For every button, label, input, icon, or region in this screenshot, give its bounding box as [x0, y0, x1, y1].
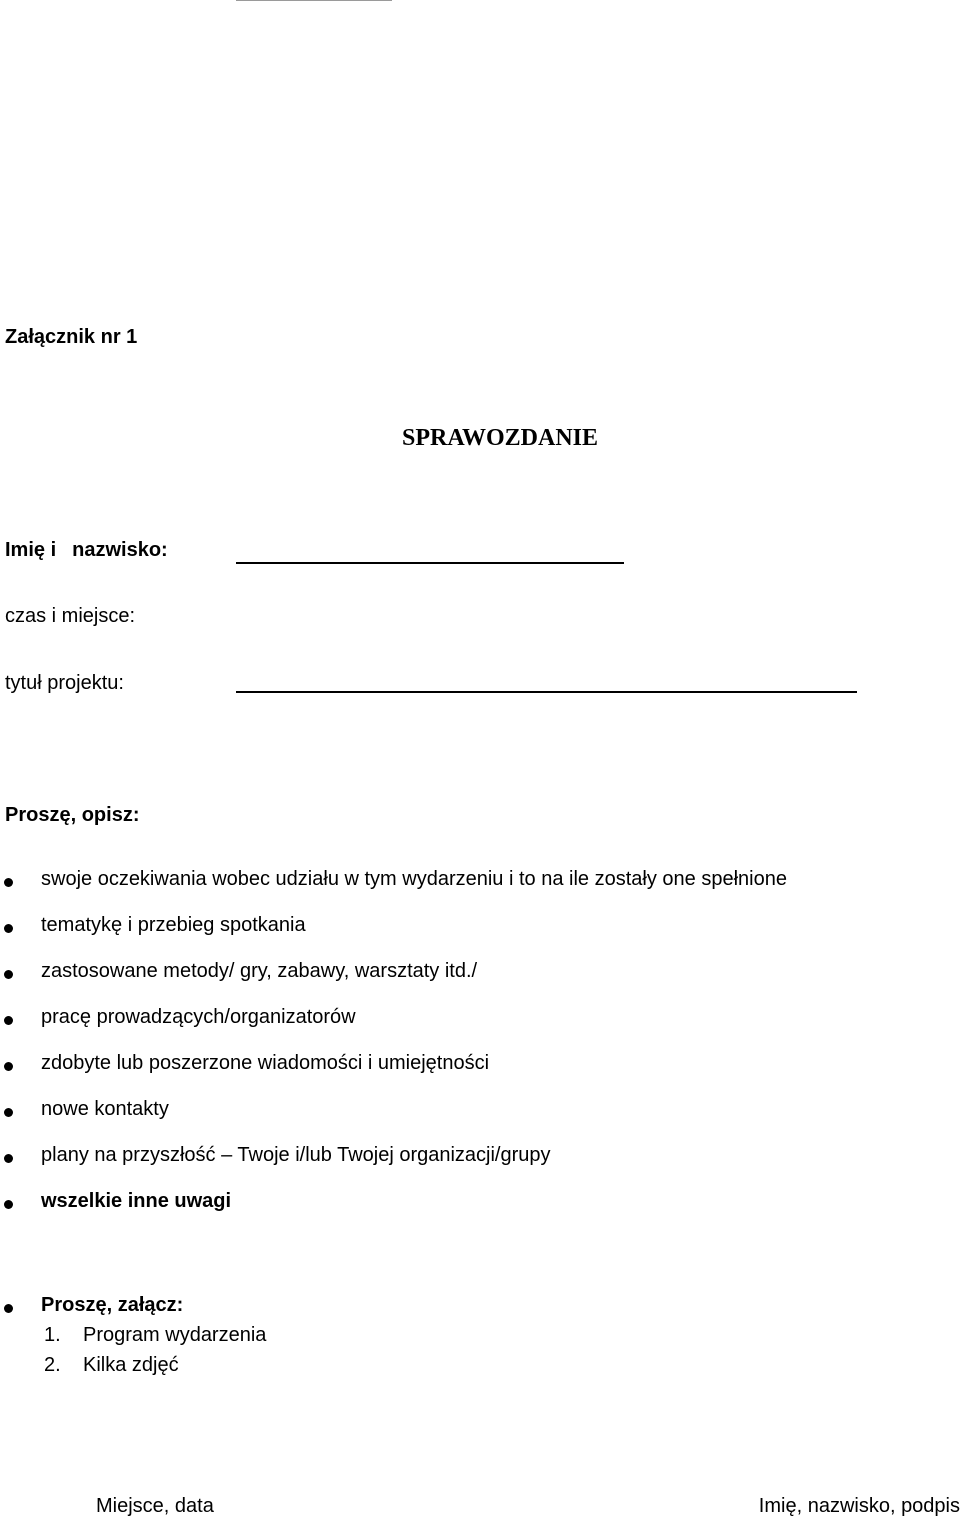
- describe-list: [0, 868, 960, 1236]
- list-item-text: plany na przyszłość – Twoje i/lub Twojej organizacji/grupy: [41, 1144, 551, 1166]
- attach-item-text: Kilka zdjęć: [83, 1354, 179, 1376]
- document-title: SPRAWOZDANIE: [401, 425, 599, 451]
- bullet-icon: [4, 1016, 13, 1025]
- list-item-text: zastosowane metody/ gry, zabawy, warsztaty itd./: [41, 960, 478, 982]
- name-label-part-2: nazwisko:: [72, 539, 168, 561]
- name-fill-line[interactable]: [236, 562, 624, 564]
- attach-item: [0, 1324, 960, 1354]
- time-place-label: czas i miejsce:: [5, 605, 136, 627]
- bullet-icon: [4, 1304, 13, 1313]
- name-label-part-1: Imię i: [5, 539, 57, 561]
- list-item-text: wszelkie inne uwagi: [41, 1190, 232, 1212]
- attach-item-number: 1.: [44, 1324, 61, 1346]
- list-item: [0, 868, 960, 914]
- list-item-text: swoje oczekiwania wobec udziału w tym wydarzeniu i to na ile zostały one spełnione: [41, 868, 787, 890]
- name-field-label: [5, 539, 168, 562]
- bullet-icon: [4, 924, 13, 933]
- project-title-label: tytuł projektu:: [5, 672, 124, 694]
- attach-heading: Proszę, załącz:: [41, 1294, 184, 1316]
- list-item: [0, 960, 960, 1006]
- list-item: [0, 1006, 960, 1052]
- list-item-text: zdobyte lub poszerzone wiadomości i umiejętności: [41, 1052, 490, 1074]
- attach-item: [0, 1354, 960, 1384]
- attach-heading-row: [0, 1294, 960, 1324]
- list-item: [0, 1190, 960, 1236]
- bullet-icon: [4, 1154, 13, 1163]
- attach-section: [0, 1294, 960, 1384]
- attachment-label: Załącznik nr 1: [5, 326, 138, 348]
- bullet-icon: [4, 878, 13, 887]
- list-item-text: nowe kontakty: [41, 1098, 169, 1120]
- attach-item-number: 2.: [44, 1354, 61, 1376]
- describe-heading: Proszę, opisz:: [5, 804, 140, 826]
- header-rule: [236, 0, 392, 1]
- bullet-icon: [4, 1108, 13, 1117]
- bullet-icon: [4, 1062, 13, 1071]
- project-title-fill-line[interactable]: [236, 691, 857, 693]
- place-date-label: Miejsce, data: [96, 1495, 214, 1517]
- bullet-icon: [4, 1200, 13, 1209]
- list-item-text: pracę prowadzących/organizatorów: [41, 1006, 356, 1028]
- list-item: [0, 1144, 960, 1190]
- list-item: [0, 1098, 960, 1144]
- list-item-text: tematykę i przebieg spotkania: [41, 914, 306, 936]
- list-item: [0, 914, 960, 960]
- bullet-icon: [4, 970, 13, 979]
- name-signature-label: Imię, nazwisko, podpis: [758, 1495, 960, 1517]
- list-item: [0, 1052, 960, 1098]
- attach-item-text: Program wydarzenia: [83, 1324, 267, 1346]
